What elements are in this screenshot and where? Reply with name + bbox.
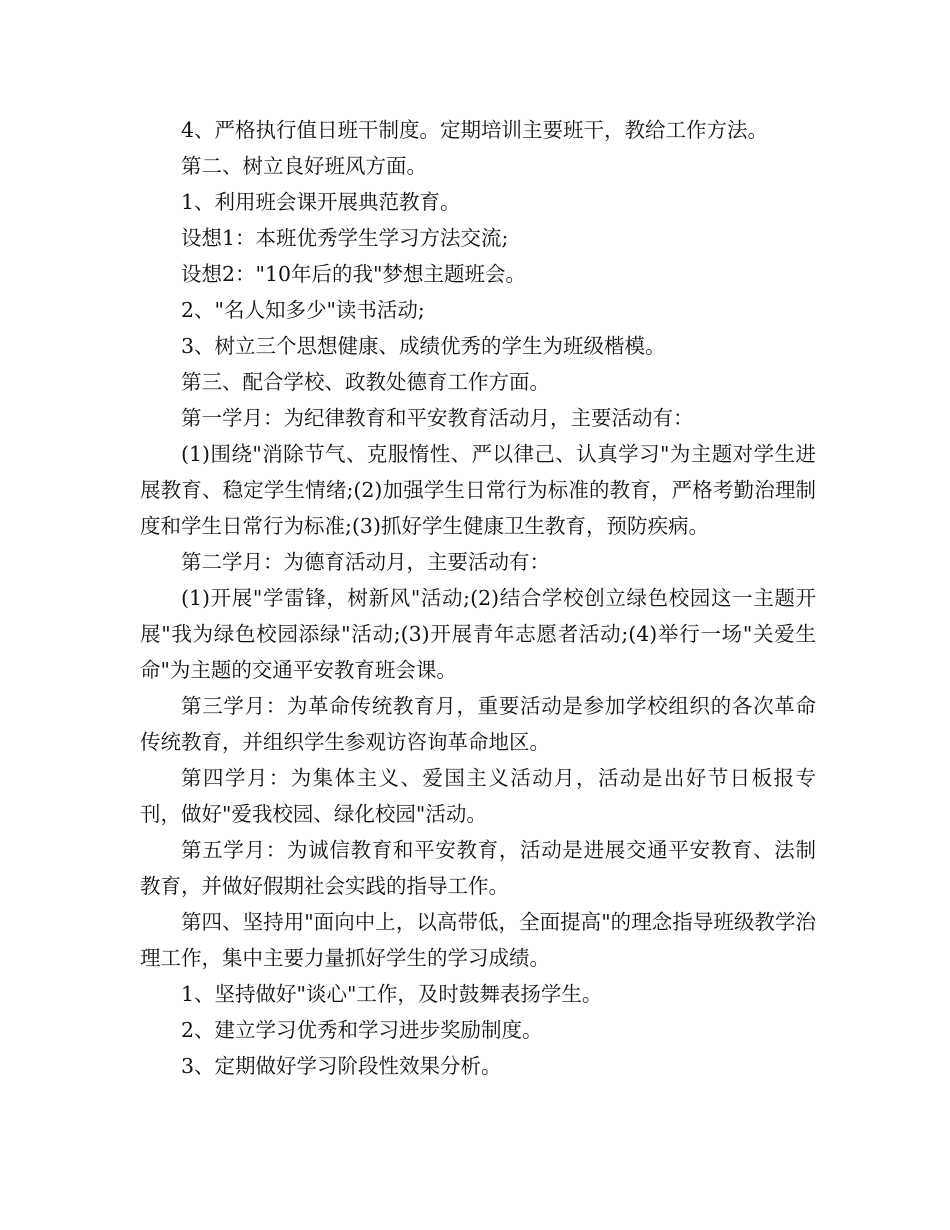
section-heading: 第二、树立良好班风方面。 (181, 154, 427, 178)
paragraph: (1)开展"学雷锋，树新风"活动;(2)结合学校创立绿色校园这一主题开展"我为绿色校园添绿"活动;(3)开展青年志愿者活动;(4)举行一场"关爱生命"为主题的交通平安教育班会课。 (140, 586, 816, 682)
paragraph: 设想1：本班优秀学生学习方法交流; (181, 226, 509, 250)
paragraph: 1、利用班会课开展典范教育。 (181, 190, 461, 214)
paragraph: 3、树立三个思想健康、成绩优秀的学生为班级楷模。 (181, 334, 666, 358)
paragraph: 设想2："10年后的我"梦想主题班会。 (181, 262, 526, 286)
paragraph: 2、"名人知多少"读书活动; (181, 298, 425, 322)
paragraph: 第五学月：为诚信教育和平安教育，活动是进展交通平安教育、法制教育，并做好假期社会实践的指导工作。 (140, 838, 816, 898)
paragraph: 第四学月：为集体主义、爱国主义活动月，活动是出好节日板报专刊，做好"爱我校园、绿化校园"活动。 (140, 766, 816, 826)
section-heading: 第三、配合学校、政教处德育工作方面。 (181, 370, 550, 394)
paragraph: 1、坚持做好"谈心"工作，及时鼓舞表扬学生。 (181, 982, 603, 1006)
paragraph: 2、建立学习优秀和学习进步奖励制度。 (181, 1018, 543, 1042)
paragraph: 3、定期做好学习阶段性效果分析。 (181, 1054, 502, 1078)
paragraph: (1)围绕"消除节气、克服惰性、严以律己、认真学习"为主题对学生进展教育、稳定学生情绪;(2)加强学生日常行为标准的教育，严格考勤治理制度和学生日常行为标准;(3)抓好学生健康卫生教育，预防疾病。 (140, 442, 816, 538)
paragraph: 4、严格执行值日班干制度。定期培训主要班干，教给工作方法。 (181, 118, 769, 142)
paragraph: 第三学月：为革命传统教育月，重要活动是参加学校组织的各次革命传统教育，并组织学生参观访咨询革命地区。 (140, 694, 816, 754)
paragraph: 第一学月：为纪律教育和平安教育活动月，主要活动有： (181, 406, 694, 430)
paragraph: 第二学月：为德育活动月，主要活动有： (181, 550, 550, 574)
section-heading: 第四、坚持用"面向中上，以高带低，全面提高"的理念指导班级教学治理工作，集中主要力量抓好学生的学习成绩。 (140, 910, 816, 970)
document-body (140, 112, 816, 1084)
